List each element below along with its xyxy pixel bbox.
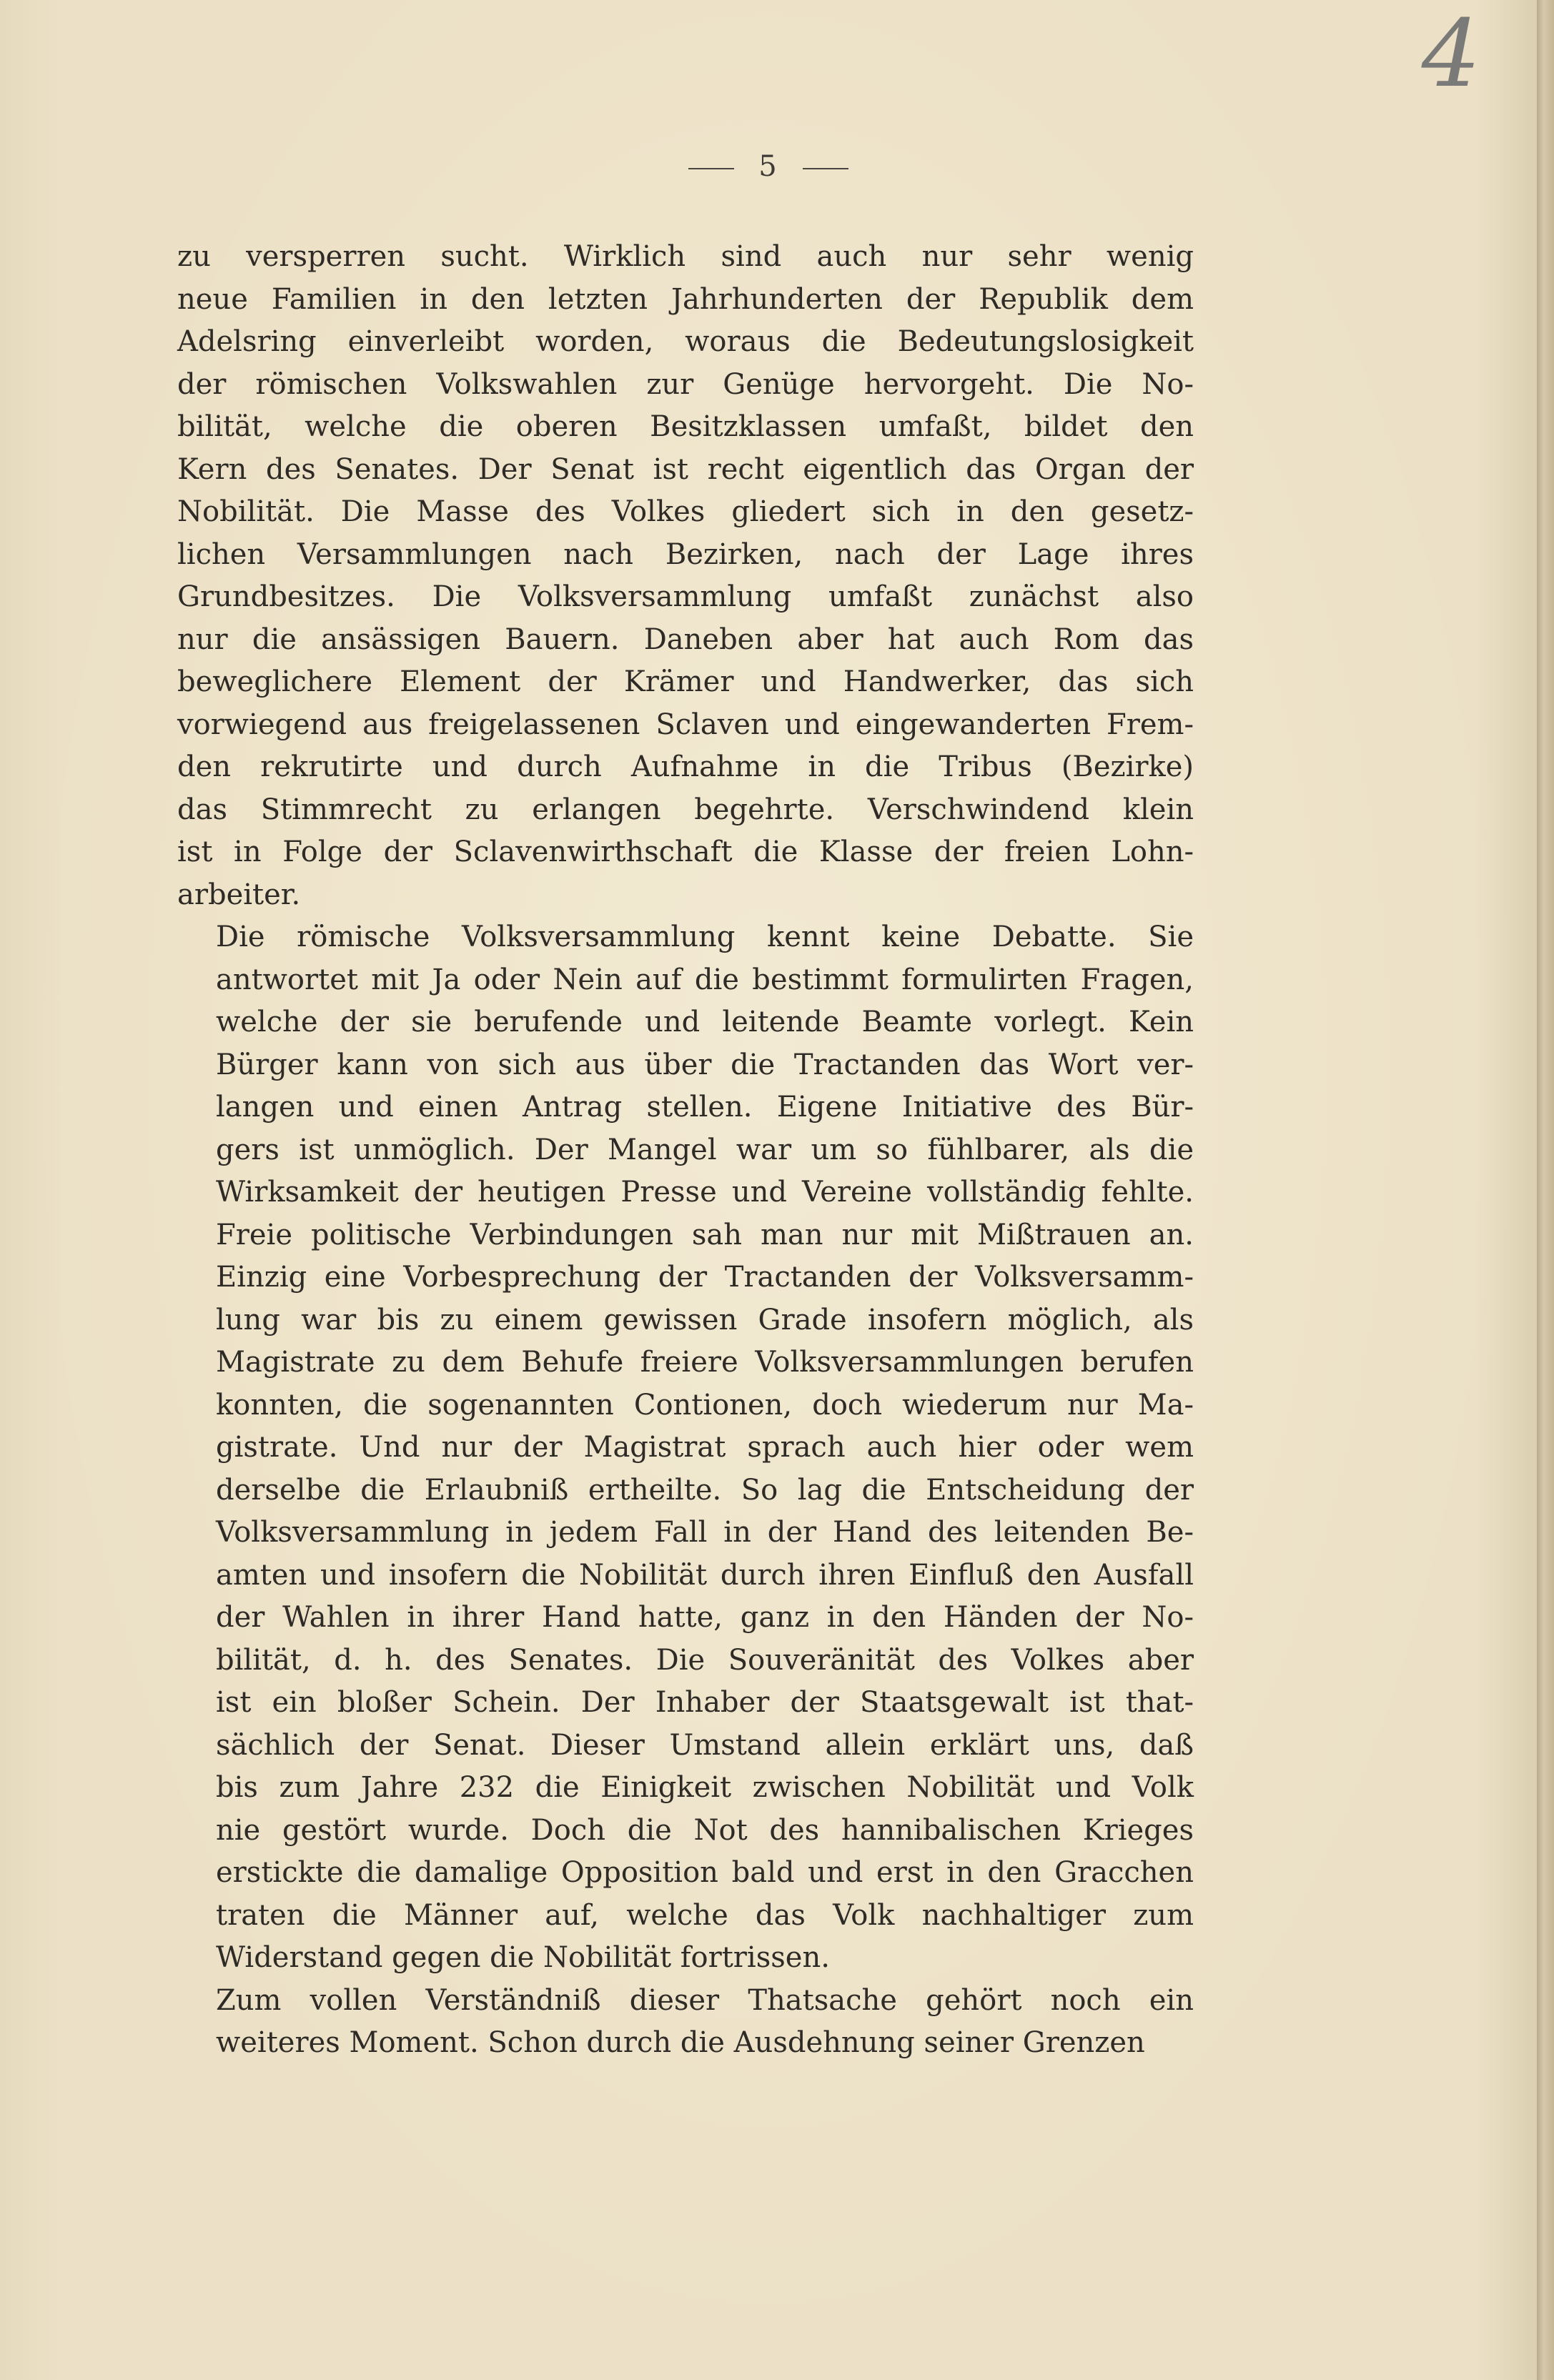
body-text [177,236,1194,2065]
paragraph [177,916,1194,1980]
page-number-header [0,150,1537,183]
text-line: ist in Folge der Sclavenwirthschaft die Klasse der freien Lohn- [177,836,1194,868]
text-line: Kern des Senates. Der Senat ist recht eigentlich das Organ der [177,452,1194,486]
text-line: beweglichere Element der Krämer und Handwerker, das sich [177,665,1194,698]
text-line: neue Familien in den letzten Jahrhunderten der Republik dem [177,282,1194,316]
text-line: gistrate. Und nur der Magistrat sprach auch hier oder wem [216,1431,1194,1464]
left-dash [688,168,734,169]
text-line: langen und einen Antrag stellen. Eigene Initiative des Bür- [216,1091,1194,1124]
text-line: Freie politische Verbindungen sah man nur mit Mißtrauen an. [216,1218,1194,1251]
text-line: Zum vollen Verständniß dieser Thatsache gehört noch ein [216,1983,1194,2017]
text-line: Magistrate zu dem Behufe freiere Volksversammlungen berufen [216,1346,1194,1379]
text-line: Adelsring einverleibt worden, woraus die Bedeutungslosigkeit [177,325,1194,358]
page-edge [1537,0,1554,2380]
text-line: nur die ansässigen Bauern. Daneben aber hat auch Rom das [177,623,1194,656]
text-line: nie gestört wurde. Doch die Not des hannibalischen Krieges [216,1813,1194,1847]
text-line: amten und insofern die Nobilität durch ihren Einfluß den Ausfall [216,1558,1194,1592]
text-line: arbeiter. [177,878,301,911]
right-dash [803,168,848,169]
text-line: konnten, die sogenannten Contionen, doch wiederum nur Ma- [216,1388,1194,1422]
paragraph [177,1980,1194,2065]
text-line: Bürger kann von sich aus über die Tractanden das Wort ver- [216,1048,1194,1081]
text-line: zu versperren sucht. Wirklich sind auch nur sehr wenig [177,240,1194,273]
text-line: antwortet mit Ja oder Nein auf die bestimmt formulirten Fragen, [216,963,1194,996]
text-line: ist ein bloßer Schein. Der Inhaber der Staatsgewalt ist that- [216,1686,1194,1719]
text-line: Widerstand gegen die Nobilität fortrissen. [216,1941,830,1974]
text-line: lung war bis zu einem gewissen Grade insofern möglich, als [216,1303,1194,1337]
text-line: Wirksamkeit der heutigen Presse und Vereine vollständig fehlte. [216,1176,1194,1209]
text-line: bilität, d. h. des Senates. Die Souveränität des Volkes aber [216,1643,1194,1677]
text-line: Die römische Volksversammlung kennt keine Debatte. Sie [216,921,1194,953]
text-line: sächlich der Senat. Dieser Umstand allein erklärt uns, daß [216,1728,1194,1762]
text-line: den rekrutirte und durch Aufnahme in die Tribus (Bezirke) [177,750,1194,783]
text-line: vorwiegend aus freigelassenen Sclaven und eingewanderten Frem- [177,708,1194,741]
text-line: Volksversammlung in jedem Fall in der Hand des leitenden Be- [216,1516,1194,1549]
text-line: bis zum Jahre 232 die Einigkeit zwischen Nobilität und Volk [216,1771,1194,1804]
text-line: bilität, welche die oberen Besitzklassen umfaßt, bildet den [177,410,1194,443]
text-line: welche der sie berufende und leitende Beamte vorlegt. Kein [216,1006,1194,1038]
paragraph [177,236,1194,916]
text-line: gers ist unmöglich. Der Mangel war um so fühlbarer, als die [216,1133,1194,1166]
text-line: Einzig eine Vorbesprechung der Tractanden der Volksversamm- [216,1261,1194,1294]
text-line: der Wahlen in ihrer Hand hatte, ganz in den Händen der No- [216,1601,1194,1634]
text-line: der römischen Volkswahlen zur Genüge hervorgeht. Die No- [177,367,1194,401]
text-line: derselbe die Erlaubniß ertheilte. So lag die Entscheidung der [216,1473,1194,1507]
text-line: Grundbesitzes. Die Volksversammlung umfaßt zunächst also [177,580,1194,613]
text-line: weiteres Moment. Schon durch die Ausdehnung seiner Grenzen [216,2026,1145,2059]
text-line: erstickte die damalige Opposition bald und erst in den Gracchen [216,1856,1194,1889]
text-line: lichen Versammlungen nach Bezirken, nach der Lage ihres [177,537,1194,571]
archive-pencil-mark: 4 [1421,0,1481,108]
text-line: das Stimmrecht zu erlangen begehrte. Verschwindend klein [177,793,1194,826]
text-line: Nobilität. Die Masse des Volkes gliedert sich in den gesetz- [177,495,1194,528]
text-line: traten die Männer auf, welche das Volk nachhaltiger zum [216,1898,1194,1932]
page-number: 5 [758,150,778,183]
